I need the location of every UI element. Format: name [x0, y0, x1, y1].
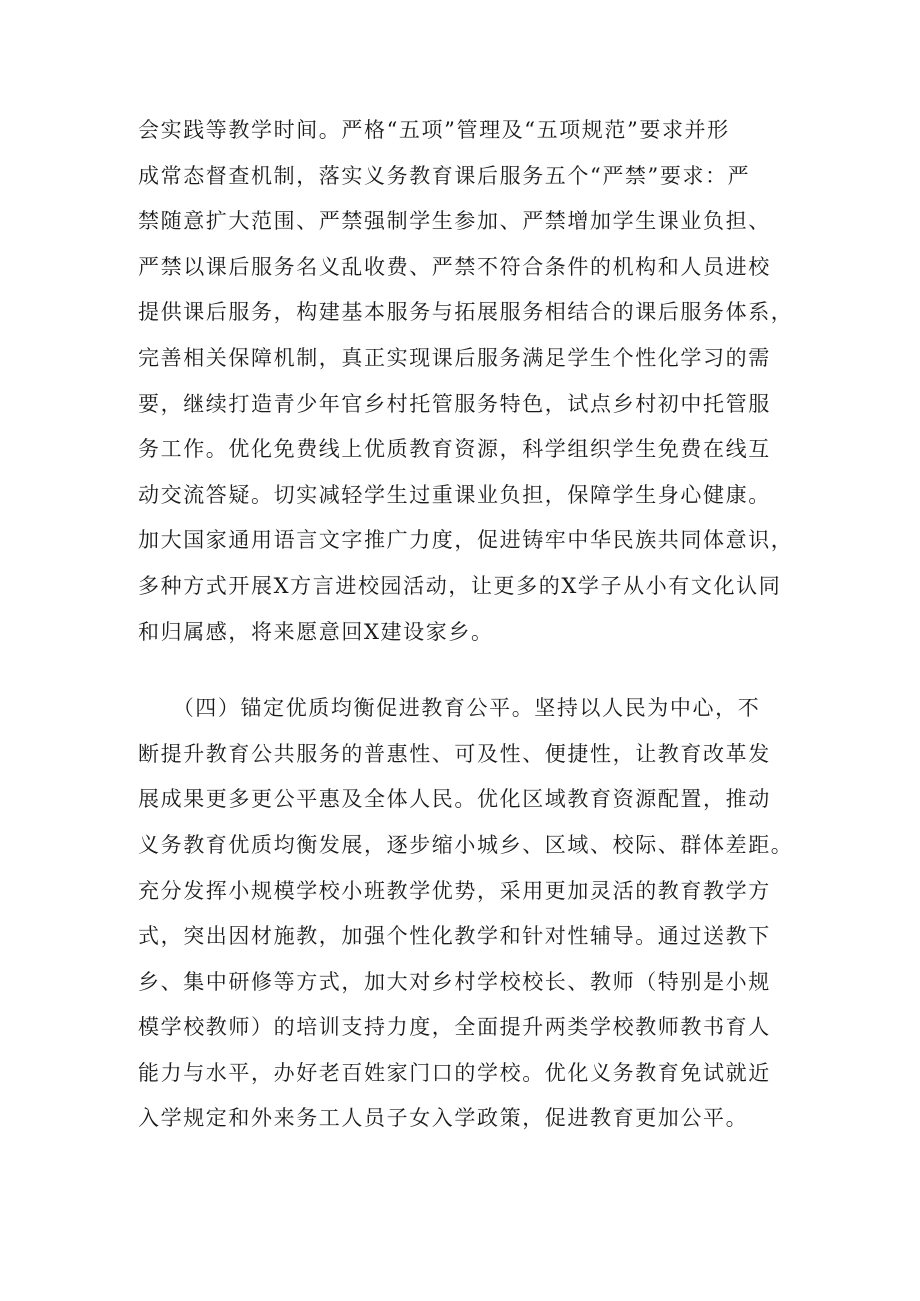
text-line: 严禁以课后服务名义乱收费、严禁不符合条件的机构和人员进校 [138, 254, 771, 279]
text-line: 提供课后服务，构建基本服务与拓展服务相结合的课后服务体系， [138, 300, 794, 325]
text-line: 模学校教师）的培训支持力度，全面提升两类学校教师教书育人 [138, 1015, 771, 1040]
text-line: 会实践等教学时间。严格“五项”管理及“五项规范”要求并形 [138, 118, 730, 142]
paragraph-section-four [138, 686, 808, 1142]
document-body [138, 108, 808, 1142]
text-line: 和归属感，将来愿意回X建设家乡。 [138, 619, 494, 644]
text-line: 禁随意扩大范围、严禁强制学生参加、严禁增加学生课业负担、 [138, 209, 771, 234]
paragraph-continued [138, 108, 808, 655]
paragraph-gap [138, 655, 808, 686]
text-line: 多种方式开展X方言进校园活动，让更多的X学子从小有文化认同 [138, 573, 782, 598]
text-line: 展成果更多更公平惠及全体人民。优化区域教育资源配置，推动 [138, 787, 771, 812]
text-line: 要，继续打造青少年官乡村托管服务特色，试点乡村初中托管服 [138, 391, 771, 416]
text-line: 义务教育优质均衡发展，逐步缩小城乡、区域、校际、群体差距。 [138, 832, 794, 857]
text-line: 加大国家通用语言文字推广力度，促进铸牢中华民族共同体意识， [138, 528, 794, 553]
text-line: （四）锚定优质均衡促进教育公平。坚持以人民为中心，不 [138, 696, 761, 721]
text-line: 充分发挥小规模学校小班教学优势，采用更加灵活的教育教学方 [138, 878, 771, 903]
text-line: 式，突出因材施教，加强个性化教学和针对性辅导。通过送教下 [138, 924, 771, 949]
text-line: 乡、集中研修等方式，加大对乡村学校校长、教师（特别是小规 [138, 969, 771, 994]
text-line: 断提升教育公共服务的普惠性、可及性、便捷性，让教育改革发 [138, 741, 771, 766]
text-line: 入学规定和外来务工人员子女入学政策，促进教育更加公平。 [138, 1106, 749, 1131]
text-line: 能力与水平，办好老百姓家门口的学校。优化义务教育免试就近 [138, 1060, 771, 1085]
text-line: 完善相关保障机制，真正实现课后服务满足学生个性化学习的需 [138, 345, 771, 370]
text-line: 动交流答疑。切实减轻学生过重课业负担，保障学生身心健康。 [138, 482, 771, 507]
text-line: 务工作。优化免费线上优质教育资源，科学组织学生免费在线互 [138, 437, 771, 462]
text-line: 成常态督查机制，落实义务教育课后服务五个“严禁”要求：严 [138, 163, 751, 188]
